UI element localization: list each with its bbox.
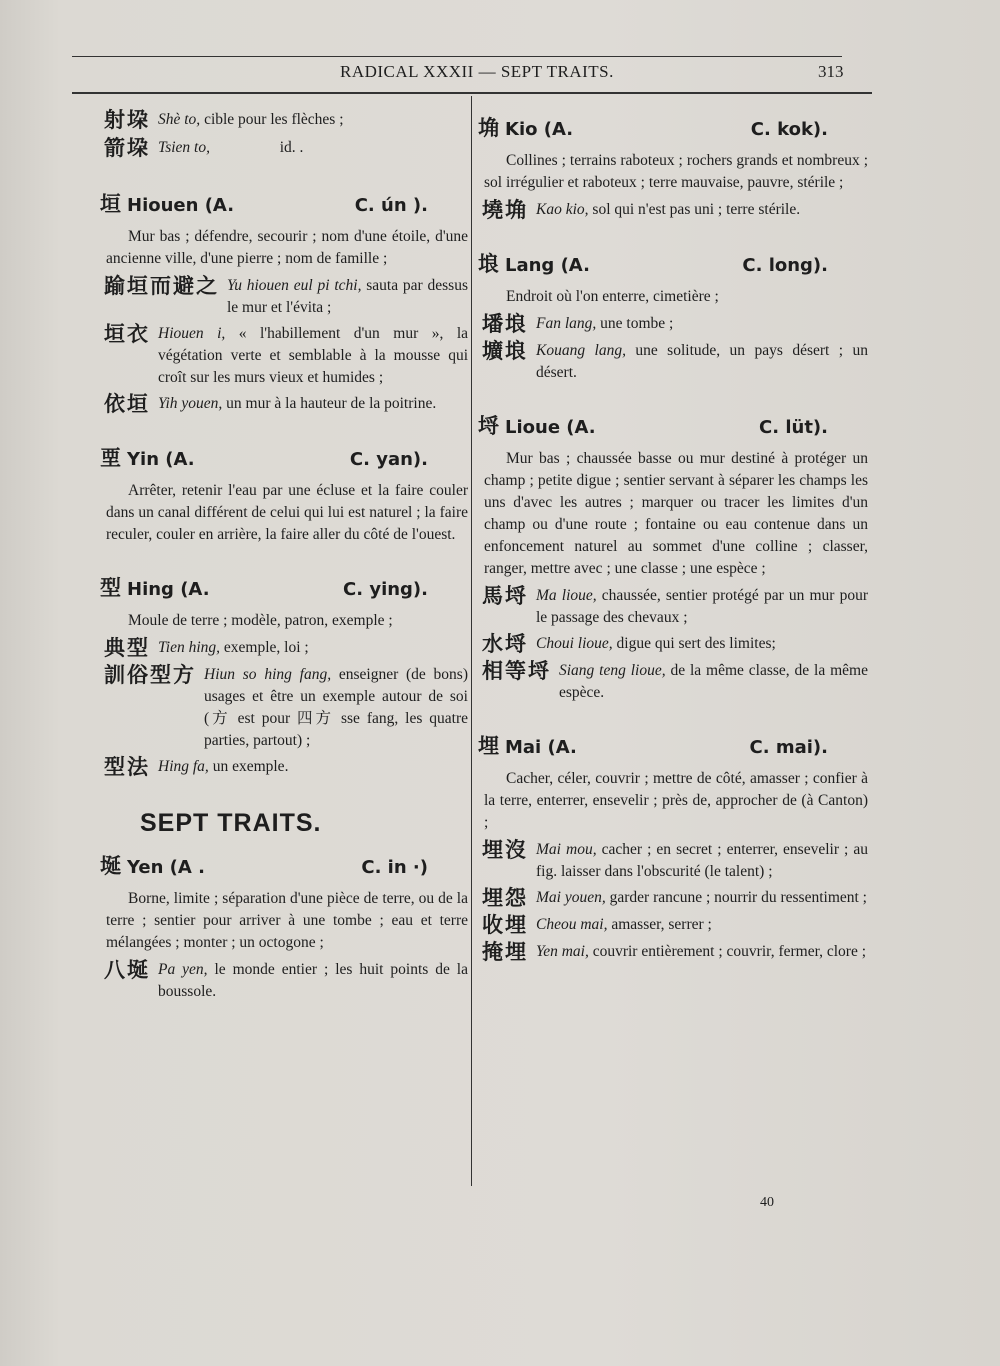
translation: de la même classe, de la même espèce.	[559, 662, 868, 701]
romanization: Tsien to,	[158, 139, 210, 156]
entry-character: 埌	[478, 252, 499, 276]
translation: un mur à la hauteur de la poitrine.	[222, 395, 437, 412]
example-characters: 典型	[104, 636, 150, 660]
example-line	[104, 136, 468, 160]
example-characters: 壙埌	[482, 339, 528, 363]
cantonese-reading: C. kok).	[750, 119, 828, 140]
example-line	[482, 584, 868, 629]
translation: chaussée, sentier protégé par un mur pour le passage des chevaux ;	[536, 587, 869, 626]
example-line	[104, 636, 468, 660]
translation: cacher ; en secret ; enterrer, ensevelir ; au fig. laisser dans l'obscurité (le talent) ;	[536, 841, 868, 880]
running-header: RADICAL XXXII — SEPT TRAITS.	[340, 62, 614, 81]
cantonese-reading: C. in ·)	[361, 857, 428, 878]
example-characters: 射垜	[104, 108, 150, 132]
translation: exemple, loi ;	[220, 639, 309, 656]
romanization: Yen mai,	[536, 943, 589, 960]
romanization: Mai mou,	[536, 841, 597, 858]
cantonese-reading: C. ún ).	[354, 195, 428, 216]
translation: le monde entier ; les huit points de la boussole.	[158, 961, 468, 1000]
translation: « l'habillement d'un mur », la végétation verte et semblable à la mousse qui croît sur les murs vieux et humides ;	[158, 325, 469, 386]
entry-heading	[100, 850, 468, 880]
entry-heading	[100, 188, 468, 218]
signature-mark: 40	[760, 1195, 774, 1210]
entry-name: Lang (A.	[505, 255, 590, 276]
romanization: Siang teng lioue,	[559, 662, 666, 679]
header-rule-bottom	[72, 92, 872, 94]
entry-heading	[100, 442, 468, 472]
example-characters: 掩埋	[482, 940, 528, 964]
example-characters: 水埒	[482, 632, 528, 656]
example-characters: 收埋	[482, 913, 528, 937]
entry-name: Yen (A .	[127, 857, 205, 878]
romanization: Yih youen,	[158, 395, 223, 412]
example-characters: 踰垣而避之	[104, 274, 219, 298]
example-line	[104, 755, 468, 779]
page-number: 313	[818, 62, 844, 81]
right-column	[478, 108, 868, 964]
romanization: Hiun so hing fang,	[204, 666, 332, 683]
example-line	[482, 659, 868, 704]
entry-character: 埋	[478, 734, 499, 758]
entry-heading	[478, 410, 868, 440]
cantonese-reading: C. long).	[742, 255, 828, 276]
entry-heading	[478, 112, 868, 142]
example-characters: 訓俗型方	[104, 663, 196, 687]
translation: digue qui sert des limites;	[612, 635, 776, 652]
romanization: Choui lioue,	[536, 635, 613, 652]
translation: cible pour les flèches ;	[200, 111, 344, 128]
romanization: Mai youen,	[536, 889, 606, 906]
example-characters: 墝埆	[482, 198, 528, 222]
romanization: Ma lioue,	[536, 587, 597, 604]
column-divider	[471, 96, 472, 1186]
romanization: Shè to,	[158, 111, 201, 128]
example-line	[482, 838, 868, 883]
left-column	[100, 108, 468, 1003]
entry-character: 垔	[100, 446, 121, 470]
entry-definition: Cacher, céler, couvrir ; mettre de côté, amasser ; confier à la terre, enterrer, ensevelir ; près de, approcher de (à Canton) ;	[484, 770, 868, 831]
example-line	[104, 958, 468, 1003]
entry-name: Mai (A.	[505, 737, 577, 758]
entry-character: 埒	[478, 414, 499, 438]
section-title: SEPT TRAITS.	[140, 809, 322, 837]
translation: id. .	[209, 139, 304, 156]
example-characters: 墦埌	[482, 312, 528, 336]
cantonese-reading: C. lüt).	[759, 417, 828, 438]
translation: sauta par dessus le mur et l'évita ;	[227, 277, 468, 316]
example-characters: 箭垜	[104, 136, 150, 160]
translation: une tombe ;	[596, 315, 674, 332]
example-characters: 埋沒	[482, 838, 528, 862]
entry-definition: Endroit où l'on enterre, cimetière ;	[506, 288, 719, 305]
entry-name: Yin (A.	[127, 449, 195, 470]
example-line	[482, 886, 868, 910]
example-characters: 依垣	[104, 392, 150, 416]
entry-name: Hing (A.	[127, 579, 210, 600]
example-characters: 相等埒	[482, 659, 551, 683]
translation: couvrir entièrement ; couvrir, fermer, clore ;	[588, 943, 867, 960]
example-characters: 馬埒	[482, 584, 528, 608]
entry-character: 垣	[100, 192, 121, 216]
romanization: Yu hiouen eul pi tchi,	[227, 277, 362, 294]
example-characters: 型法	[104, 755, 150, 779]
romanization: Kao kio,	[536, 201, 589, 218]
translation: une solitude, un pays désert ; un désert.	[536, 342, 868, 381]
entry-definition: Moule de terre ; modèle, patron, exemple ;	[128, 612, 393, 629]
romanization: Hing fa,	[158, 758, 209, 775]
entry-heading	[478, 248, 868, 278]
example-line	[104, 663, 468, 752]
example-characters: 八埏	[104, 958, 150, 982]
entry-name: Lioue (A.	[505, 417, 596, 438]
example-line	[104, 274, 468, 319]
cantonese-reading: C. mai).	[749, 737, 828, 758]
entry-definition: Mur bas ; défendre, secourir ; nom d'une étoile, d'une ancienne ville, d'une pierre ; nom de famille ;	[106, 228, 468, 267]
entry-name: Hiouen (A.	[127, 195, 235, 216]
translation: sol qui n'est pas uni ; terre stérile.	[588, 201, 801, 218]
example-line	[104, 392, 468, 416]
translation: enseigner (de bons) usages et être un exemple autour de soi (方 est pour 四方 sse fang, les quatre parties, partout) ;	[204, 666, 468, 749]
example-line	[482, 632, 868, 656]
example-line	[104, 322, 468, 389]
romanization: Pa yen,	[158, 961, 208, 978]
translation: un exemple.	[208, 758, 289, 775]
example-line	[482, 198, 868, 222]
entry-definition: Mur bas ; chaussée basse ou mur destiné à protéger un champ ; petite digue ; sentier servant à séparer les champs les uns d'avec les autres ; marquer ou tracer les limites d'un champ ou d'une route ; fontaine ou eau contenue dans un enfoncement naturel au sommet d'une colline ; classer, ranger, mettre avec ; une classe ; une espèce ;	[484, 450, 868, 577]
romanization: Fan lang,	[536, 315, 597, 332]
example-characters: 垣衣	[104, 322, 150, 346]
entry-character: 型	[100, 576, 121, 600]
entry-definition: Borne, limite ; séparation d'une pièce de terre, ou de la terre ; sentier pour arriver à une tombe ; eau et terre mélangées ; monter ; un octogone ;	[106, 890, 468, 951]
example-line	[104, 108, 468, 132]
example-line	[482, 339, 868, 384]
entry-heading	[478, 730, 868, 760]
entry-character: 埆	[478, 116, 499, 140]
translation: garder rancune ; nourrir du ressentiment ;	[605, 889, 867, 906]
entry-definition: Arrêter, retenir l'eau par une écluse et la faire couler dans un canal différent de celui qui lui est naturel ; la faire reculer, couler en arrière, la faire aller du côté de l'ouest.	[106, 482, 468, 543]
entry-name: Kio (A.	[505, 119, 574, 140]
example-line	[482, 913, 868, 937]
header-rule-top	[72, 56, 842, 57]
cantonese-reading: C. ying).	[343, 579, 428, 600]
romanization: Kouang lang,	[536, 342, 626, 359]
entry-definition: Collines ; terrains raboteux ; rochers grands et nombreux ; sol irrégulier et raboteux ; terre mauvaise, pauvre, stérile ;	[484, 152, 868, 191]
example-line	[482, 312, 868, 336]
example-characters: 埋怨	[482, 886, 528, 910]
romanization: Hiouen i,	[158, 325, 226, 342]
entry-character: 埏	[100, 854, 121, 878]
translation: amasser, serrer ;	[607, 916, 712, 933]
cantonese-reading: C. yan).	[349, 449, 428, 470]
romanization: Tien hing,	[158, 639, 221, 656]
entry-heading	[100, 572, 468, 602]
example-line	[482, 940, 868, 964]
romanization: Cheou mai,	[536, 916, 608, 933]
